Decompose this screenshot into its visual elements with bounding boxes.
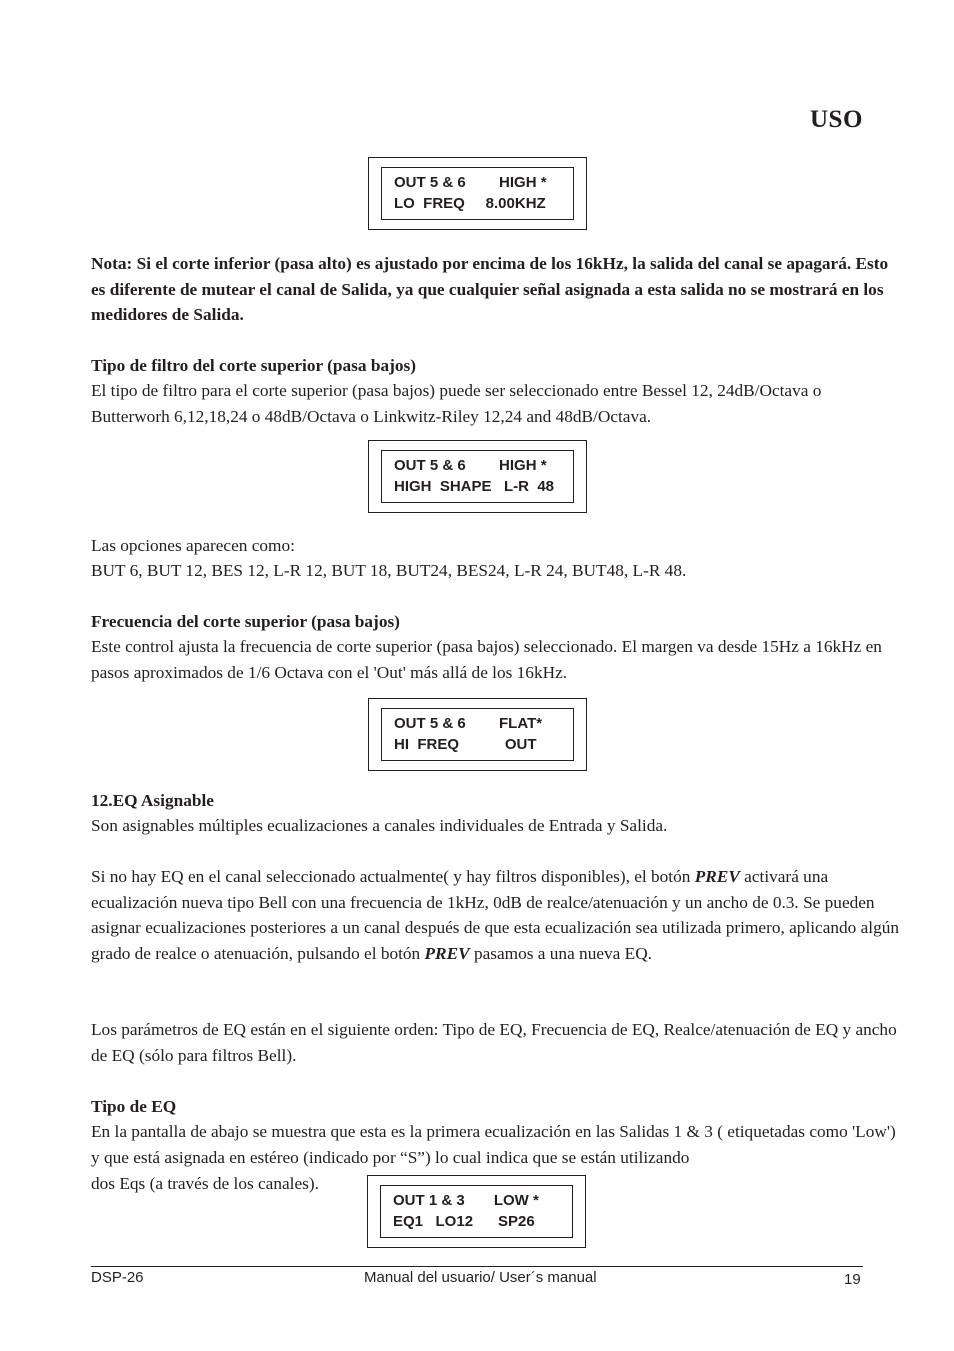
footer-manual-title: Manual del usuario/ User´s manual: [364, 1269, 597, 1286]
eq-assignable-body: Son asignables múltiples ecualizaciones a canales individuales de Entrada y Salida.: [91, 816, 668, 835]
high-freq-heading: Frecuencia del corte superior (pasa bajos): [91, 612, 400, 631]
lcd-line-2: EQ1 LO12 SP26: [393, 1213, 535, 1230]
lcd-display-eq1: [367, 1175, 586, 1248]
prev-button-ref: PREV: [694, 867, 740, 886]
note-paragraph: Nota: Si el corte inferior (pasa alto) es ajustado por encima de los 16kHz, la salida del canal se apagará. Esto es diferente de mutear el canal de Salida, ya que cualquier señal asignada a esta salida no se mostrará en los medidores de Salida.: [91, 254, 889, 324]
options-intro: Las opciones aparecen como:: [91, 536, 295, 555]
high-freq-body: Este control ajusta la frecuencia de corte superior (pasa bajos) seleccionado. El margen va desde 15Hz a 16kHz en pasos aproximados de 1/6 Octava con el 'Out' más allá de los 16kHz.: [91, 637, 882, 682]
page-number: 19: [844, 1271, 861, 1288]
lcd-line-1: OUT 5 & 6 HIGH *: [394, 457, 547, 474]
options-list: BUT 6, BUT 12, BES 12, L-R 12, BUT 18, BUT24, BES24, L-R 24, BUT48, L-R 48.: [91, 561, 687, 580]
lcd-screen: [380, 1185, 573, 1238]
lcd-screen: [381, 708, 574, 761]
eq-prev-paragraph: [91, 864, 901, 966]
lcd-display-high-shape: [368, 440, 587, 513]
text-span: activará una ecualización nueva tipo Bell con una frecuencia de 1kHz, 0dB de realce/atenuación y un ancho de 0.3. Se pueden asignar ecualizaciones posteriores a un canal después de que esta ecualización sea utilizada primero, aplicando algún grado de realce o atenuación, pulsando el botón: [91, 867, 900, 963]
eq-type-body: En la pantalla de abajo se muestra que esta es la primera ecualización en las Salidas 1 & 3 ( etiquetadas como 'Low') y que está asignada en estéreo (indicado por “S”) lo cual indica que se están utilizando: [91, 1122, 896, 1167]
lcd-display-lo-freq: [368, 157, 587, 230]
eq-parameters-paragraph: Los parámetros de EQ están en el siguiente orden: Tipo de EQ, Frecuencia de EQ, Realce/atenuación de EQ y ancho de EQ (sólo para filtros Bell).: [91, 1020, 897, 1065]
high-filter-type-body: El tipo de filtro para el corte superior (pasa bajos) puede ser seleccionado entre Bessel 12, 24dB/Octava o Butterworh 6,12,18,24 o 48dB/Octava o Linkwitz-Riley 12,24 and 48dB/Octava.: [91, 381, 822, 426]
lcd-line-2: HI FREQ OUT: [394, 736, 537, 753]
lcd-line-1: OUT 5 & 6 HIGH *: [394, 174, 547, 191]
lcd-screen: [381, 167, 574, 220]
eq-type-body-end: dos Eqs (a través de los canales).: [91, 1174, 319, 1193]
section-title: USO: [810, 106, 863, 133]
lcd-display-hi-freq: [368, 698, 587, 771]
lcd-screen: [381, 450, 574, 503]
lcd-line-2: LO FREQ 8.00KHZ: [394, 195, 546, 212]
lcd-line-2: HIGH SHAPE L-R 48: [394, 478, 555, 495]
eq-assignable-heading: 12.EQ Asignable: [91, 791, 214, 810]
eq-type-heading: Tipo de EQ: [91, 1097, 177, 1116]
text-span: pasamos a una nueva EQ.: [469, 943, 652, 963]
prev-button-ref: PREV: [424, 943, 470, 963]
footer-model: DSP-26: [91, 1269, 144, 1286]
high-filter-type-heading: Tipo de filtro del corte superior (pasa bajos): [91, 356, 416, 375]
lcd-line-1: OUT 5 & 6 FLAT*: [394, 715, 543, 732]
text-span: Si no hay EQ en el canal seleccionado actualmente( y hay filtros disponibles), el botón: [91, 867, 695, 886]
lcd-line-1: OUT 1 & 3 LOW *: [393, 1192, 539, 1209]
footer-divider: [91, 1266, 863, 1267]
